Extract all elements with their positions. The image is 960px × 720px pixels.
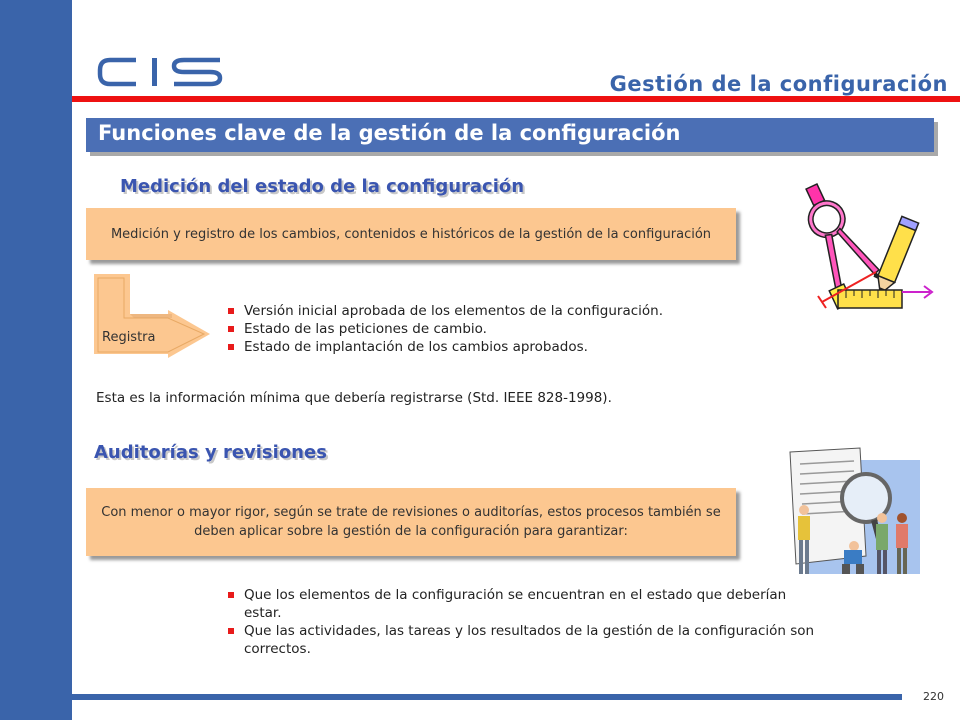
cis-logo bbox=[96, 52, 226, 92]
auditorias-heading: Auditorías y revisiones bbox=[94, 442, 327, 463]
section-title: Funciones clave de la gestión de la configuración bbox=[98, 121, 681, 145]
page-number: 220 bbox=[923, 690, 944, 703]
list-item: Que las actividades, las tareas y los resultados de la gestión de la configuración son correctos. bbox=[226, 622, 826, 658]
medicion-note: Esta es la información mínima que debería registrarse (Std. IEEE 828-1998). bbox=[96, 390, 612, 406]
list-item: Que los elementos de la configuración se encuentran en el estado que deberían estar. bbox=[226, 586, 826, 622]
list-item: Versión inicial aprobada de los elementos de la configuración. bbox=[226, 302, 663, 320]
compass-pencil-ruler-icon bbox=[784, 172, 934, 322]
medicion-description-box bbox=[86, 208, 736, 260]
magnifier-people-icon bbox=[782, 446, 928, 580]
medicion-heading: Medición del estado de la configuración bbox=[120, 176, 525, 197]
auditorias-description-box bbox=[86, 488, 736, 556]
list-item: Estado de las peticiones de cambio. bbox=[226, 320, 663, 338]
left-sidebar-bar bbox=[0, 0, 72, 720]
list-item: Estado de implantación de los cambios aprobados. bbox=[226, 338, 663, 356]
registra-label: Registra bbox=[102, 330, 156, 345]
medicion-bullet-list bbox=[226, 302, 663, 356]
auditorias-description: Con menor o mayor rigor, según se trate de revisiones o auditorías, estos procesos también se deben aplicar sobre la gestión de la configuración para garantizar: bbox=[101, 505, 721, 539]
medicion-description: Medición y registro de los cambios, contenidos e históricos de la gestión de la configuración bbox=[110, 226, 712, 242]
section-banner bbox=[86, 118, 934, 152]
header-title: Gestión de la configuración bbox=[609, 72, 948, 96]
auditorias-bullet-list bbox=[226, 586, 826, 658]
footer-divider bbox=[72, 694, 902, 700]
registra-arrow-shape bbox=[94, 274, 214, 358]
header-divider bbox=[72, 96, 960, 102]
